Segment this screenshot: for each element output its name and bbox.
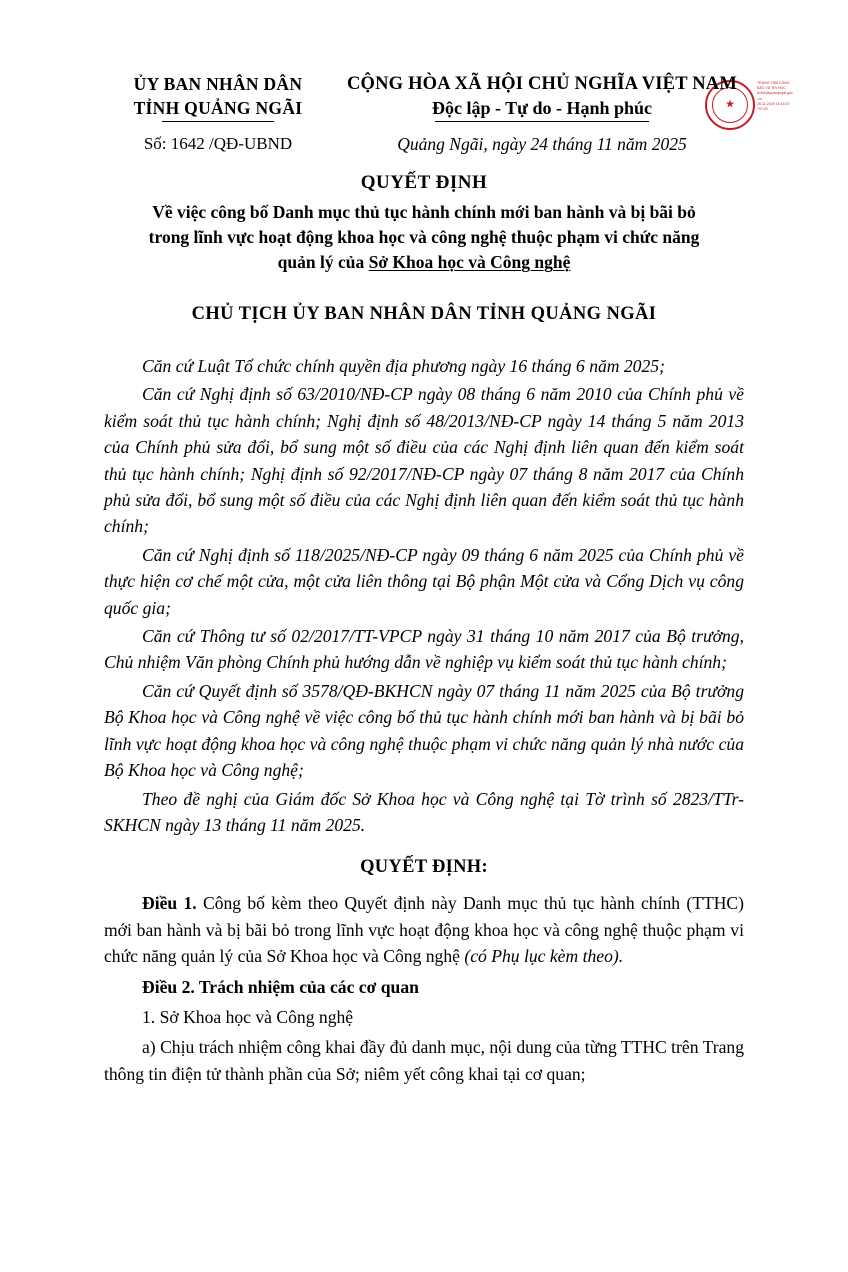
decision-keyword: QUYẾT ĐỊNH: [360, 857, 488, 878]
title-block [0, 170, 848, 275]
subject-line-2: trong lĩnh vực hoạt động khoa học và công nghệ thuộc phạm vi chức năng [148, 227, 700, 247]
signature-line-3: ttcbth@quangngai.gov [757, 91, 793, 96]
article-2 [104, 974, 744, 1000]
signing-authority: CHỦ TỊCH ỦY BAN NHÂN DÂN TỈNH QUẢNG NGÃI [191, 304, 657, 324]
document-number: Số: 1642 /QĐ-UBND [143, 134, 293, 154]
document-type-title: QUYẾT ĐỊNH [360, 172, 488, 193]
star-icon: ★ [725, 98, 735, 111]
article-1 [104, 890, 744, 969]
preamble-paragraph: Căn cứ Nghị định số 63/2010/NĐ-CP ngày 08 tháng 6 năm 2010 của Chính phủ về kiểm soát thủ tục hành chính; Nghị định số 48/2013/NĐ-CP ngày 14 tháng 5 năm 2013 của Chính phủ sửa đổi, bổ sung một số điều của các Nghị định liên quan đến kiểm soát thủ tục hành chính; Nghị định số 92/2017/NĐ-CP ngày 07 tháng 8 năm 2017 của Chính phủ sửa đổi, bổ sung một số điều của các Nghị định liên quan đến kiểm soát thủ tục hành chính; [104, 384, 744, 537]
article-1-note: (có Phụ lục kèm theo). [464, 946, 624, 967]
issuing-authority-block [104, 72, 332, 155]
signature-line-2: BÁO VÀ TIN HỌC [757, 86, 786, 91]
article-1-text: Công bố kèm theo Quyết định này Danh mục thủ tục hành chính (TTHC) mới ban hành và bị bãi bỏ trong lĩnh vực hoạt động khoa học và công nghệ thuộc phạm vi chức năng quản lý của Sở Khoa học và Công nghệ [104, 893, 744, 967]
motto-underline [435, 121, 649, 122]
document-subject [104, 200, 744, 275]
preamble-paragraph: Căn cứ Thông tư số 02/2017/TT-VPCP ngày 31 tháng 10 năm 2017 của Bộ trưởng, Chủ nhiệm Văn phòng Chính phủ hướng dẫn về nghiệp vụ kiểm soát thủ tục hành chính; [104, 626, 744, 673]
signature-line-1: TRUNG TÂM CÔNG [757, 81, 790, 85]
article-2-item-1a: a) Chịu trách nhiệm công khai đầy đủ danh mục, nội dung của từng TTHC trên Trang thông tin điện tử thành phần của Sở; niêm yết công khai tại cơ quan; [104, 1037, 744, 1084]
article-2-label: Điều 2. Trách nhiệm của các cơ quan [142, 976, 419, 997]
preamble-paragraph: Căn cứ Luật Tổ chức chính quyền địa phương ngày 16 tháng 6 năm 2025; [142, 356, 665, 376]
subject-line-3-agency: Sở Khoa học và Công nghệ [368, 252, 571, 272]
document-page [0, 72, 848, 1272]
signature-line-5: 28.11.2025 15:16:37 [757, 101, 790, 106]
subject-line-3-prefix: quản lý của [277, 252, 369, 272]
document-body [0, 353, 848, 1087]
article-2-item-1: 1. Sở Khoa học và Công nghệ [142, 1006, 354, 1027]
national-motto: Độc lập - Tự do - Hạnh phúc [431, 98, 653, 118]
preamble-paragraph: Theo đề nghị của Giám đốc Sở Khoa học và Công nghệ tại Tờ trình số 2823/TTr-SKHCN ngày 13 tháng 11 năm 2025. [104, 788, 744, 835]
national-motto-wrap [432, 96, 652, 122]
place-and-date: Quảng Ngãi, ngày 24 tháng 11 năm 2025 [397, 134, 687, 155]
preamble-paragraph: Căn cứ Quyết định số 3578/QĐ-BKHCN ngày 07 tháng 11 năm 2025 của Bộ trưởng Bộ Khoa học và Công nghệ về việc công bố thủ tục hành chính mới ban hành và bị bãi bỏ lĩnh vực hoạt động khoa học và công nghệ thuộc phạm vi chức năng quản lý nhà nước của Bộ Khoa học và Công nghệ; [104, 680, 744, 781]
org-line-2: TỈNH QUẢNG NGÃI [133, 98, 303, 118]
preamble-paragraph: Căn cứ Nghị định số 118/2025/NĐ-CP ngày 09 tháng 6 năm 2025 của Chính phủ về thực hiện cơ chế một cửa, một cửa liên thông tại Bộ phận Một cửa và Cổng Dịch vụ công quốc gia; [104, 544, 744, 618]
document-header [0, 72, 848, 158]
national-name: CỘNG HÒA XÃ HỘI CHỦ NGHĨA VIỆT NAM [346, 74, 738, 94]
national-heading-block [340, 72, 744, 155]
org-underline [162, 121, 274, 122]
org-line-2-wrap [134, 96, 303, 122]
signature-line-4: .vn [757, 96, 762, 101]
subject-line-1: Về việc công bố Danh mục thủ tục hành chính mới ban hành và bị bãi bỏ [152, 202, 696, 222]
org-line-1: ỦY BAN NHÂN DÂN [133, 74, 303, 94]
article-1-label: Điều 1. [142, 893, 197, 914]
signature-line-6: +07:00 [757, 107, 769, 112]
